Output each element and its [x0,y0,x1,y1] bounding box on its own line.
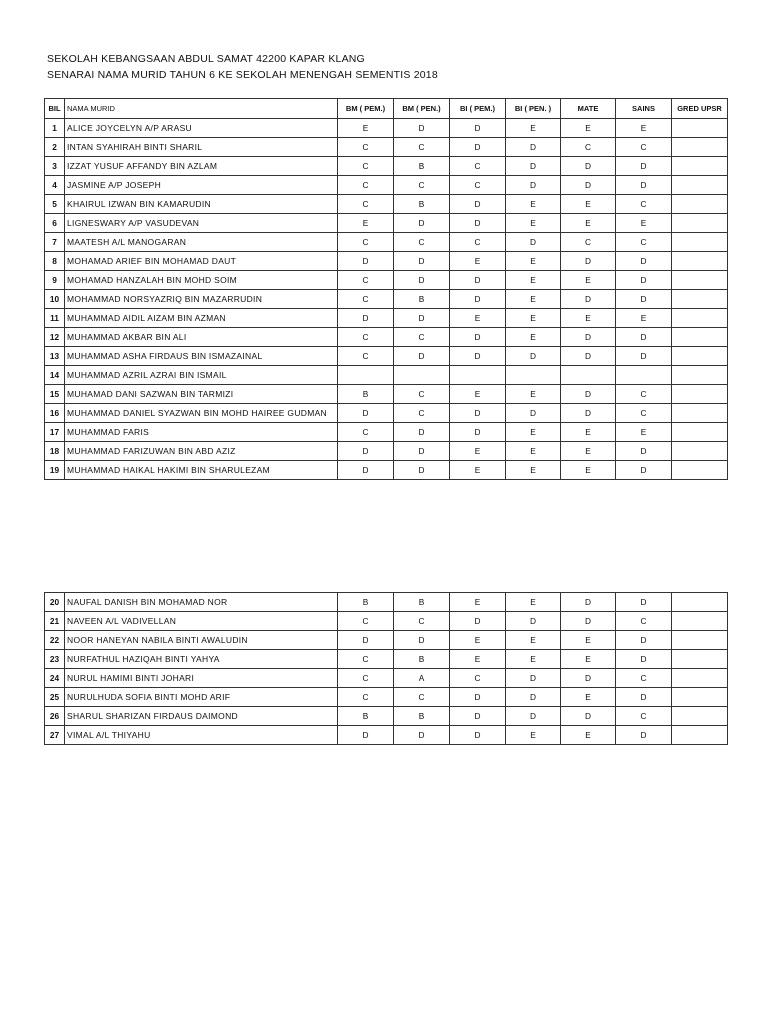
cell-nama-murid: MUHAMMAD AZRIL AZRAI BIN ISMAIL [65,366,338,385]
cell-mate: E [561,195,616,214]
cell-mate: D [561,404,616,423]
cell-bil: 9 [45,271,65,290]
cell-bi-pem: E [450,309,506,328]
cell-gred-upsr [672,195,728,214]
cell-nama-murid: NURFATHUL HAZIQAH BINTI YAHYA [65,650,338,669]
cell-bi-pen: E [506,119,561,138]
cell-bil: 26 [45,707,65,726]
cell-sains: D [616,290,672,309]
cell-bm-pen: D [394,423,450,442]
cell-gred-upsr [672,461,728,480]
cell-bil: 11 [45,309,65,328]
cell-bm-pen: C [394,328,450,347]
cell-bil: 5 [45,195,65,214]
cell-gred-upsr [672,138,728,157]
cell-bm-pen: D [394,309,450,328]
school-title: SEKOLAH KEBANGSAAN ABDUL SAMAT 42200 KAPAR KLANG [47,53,365,65]
cell-gred-upsr [672,404,728,423]
cell-bil: 10 [45,290,65,309]
cell-sains: C [616,669,672,688]
cell-nama-murid: MOHAMAD HANZALAH BIN MOHD SOIM [65,271,338,290]
cell-mate: D [561,707,616,726]
cell-gred-upsr [672,290,728,309]
cell-bil: 27 [45,726,65,745]
student-grade-table-part-1 [44,98,728,480]
cell-nama-murid: MUHAMMAD FARIS [65,423,338,442]
table-row [45,271,728,290]
cell-sains: C [616,707,672,726]
cell-bi-pem: E [450,385,506,404]
cell-sains: E [616,309,672,328]
cell-nama-murid: NAUFAL DANISH BIN MOHAMAD NOR [65,593,338,612]
cell-sains: C [616,612,672,631]
cell-bm-pem: C [338,423,394,442]
cell-gred-upsr [672,688,728,707]
table-row [45,157,728,176]
cell-bm-pem: C [338,271,394,290]
cell-bi-pen: D [506,404,561,423]
cell-sains: C [616,138,672,157]
cell-nama-murid: MUHAMMAD HAIKAL HAKIMI BIN SHARULEZAM [65,461,338,480]
cell-bm-pen: B [394,290,450,309]
cell-bil: 21 [45,612,65,631]
cell-nama-murid: MOHAMAD ARIEF BIN MOHAMAD DAUT [65,252,338,271]
cell-bm-pem: E [338,214,394,233]
cell-bi-pem: D [450,214,506,233]
cell-bm-pem: C [338,669,394,688]
cell-bi-pen: D [506,157,561,176]
column-header-bi-pen: BI ( PEN. ) [506,99,561,119]
table-row [45,233,728,252]
cell-bm-pem: D [338,309,394,328]
cell-sains: D [616,461,672,480]
cell-sains: D [616,631,672,650]
cell-bi-pem: E [450,461,506,480]
cell-nama-murid: MUHAMAD DANI SAZWAN BIN TARMIZI [65,385,338,404]
cell-bi-pem: E [450,650,506,669]
table-row [45,650,728,669]
cell-bi-pen: E [506,593,561,612]
cell-bi-pen: E [506,726,561,745]
cell-nama-murid: NOOR HANEYAN NABILA BINTI AWALUDIN [65,631,338,650]
cell-bil: 2 [45,138,65,157]
cell-bil: 19 [45,461,65,480]
table-row [45,631,728,650]
cell-bi-pem: D [450,423,506,442]
cell-bil: 1 [45,119,65,138]
cell-bm-pen: B [394,195,450,214]
cell-nama-murid: MUHAMMAD FARIZUWAN BIN ABD AZIZ [65,442,338,461]
cell-bi-pem: E [450,593,506,612]
cell-nama-murid: ALICE JOYCELYN A/P ARASU [65,119,338,138]
cell-mate: D [561,669,616,688]
cell-mate: E [561,271,616,290]
cell-bi-pem: E [450,631,506,650]
cell-bi-pem: C [450,157,506,176]
cell-bi-pen: E [506,195,561,214]
table-row [45,442,728,461]
cell-nama-murid: JASMINE A/P JOSEPH [65,176,338,195]
cell-gred-upsr [672,233,728,252]
cell-bm-pen: D [394,461,450,480]
table-row [45,138,728,157]
table-row [45,385,728,404]
cell-bm-pem: C [338,176,394,195]
cell-sains: D [616,271,672,290]
cell-gred-upsr [672,442,728,461]
column-header-gred-upsr: GRED UPSR [672,99,728,119]
cell-sains: D [616,157,672,176]
table-row [45,404,728,423]
cell-bi-pen: E [506,271,561,290]
table-row [45,176,728,195]
cell-mate: E [561,214,616,233]
cell-sains: D [616,442,672,461]
cell-bm-pem: C [338,290,394,309]
cell-bi-pem: D [450,707,506,726]
cell-mate: E [561,688,616,707]
table-row [45,707,728,726]
cell-mate: E [561,726,616,745]
cell-gred-upsr [672,309,728,328]
cell-mate: E [561,423,616,442]
cell-bm-pen: D [394,252,450,271]
cell-bi-pem: D [450,195,506,214]
cell-bil: 8 [45,252,65,271]
cell-sains: C [616,233,672,252]
cell-sains: C [616,385,672,404]
cell-mate: D [561,176,616,195]
cell-gred-upsr [672,347,728,366]
cell-bil: 22 [45,631,65,650]
cell-bm-pen: D [394,214,450,233]
cell-bil: 7 [45,233,65,252]
table-row [45,593,728,612]
cell-bm-pen: C [394,176,450,195]
cell-bi-pen: E [506,423,561,442]
cell-sains: D [616,650,672,669]
cell-nama-murid: KHAIRUL IZWAN BIN KAMARUDIN [65,195,338,214]
cell-bm-pem: B [338,593,394,612]
cell-nama-murid: NURUL HAMIMI BINTI JOHARI [65,669,338,688]
cell-sains: E [616,119,672,138]
table-row [45,669,728,688]
cell-sains: D [616,328,672,347]
cell-mate: D [561,157,616,176]
cell-bm-pem: D [338,461,394,480]
cell-bm-pen: B [394,650,450,669]
cell-sains: D [616,252,672,271]
cell-gred-upsr [672,593,728,612]
cell-gred-upsr [672,650,728,669]
cell-sains [616,366,672,385]
cell-sains: D [616,593,672,612]
cell-gred-upsr [672,385,728,404]
column-header-nama-murid: NAMA MURID [65,99,338,119]
cell-sains: C [616,404,672,423]
cell-bi-pen: E [506,309,561,328]
cell-bi-pem: D [450,119,506,138]
cell-gred-upsr [672,119,728,138]
cell-bm-pen: A [394,669,450,688]
cell-mate [561,366,616,385]
column-header-bm-pem: BM ( PEM.) [338,99,394,119]
cell-bm-pen: C [394,233,450,252]
cell-bm-pen: C [394,404,450,423]
cell-mate: D [561,385,616,404]
table-row [45,461,728,480]
cell-bil: 18 [45,442,65,461]
cell-bm-pen: D [394,271,450,290]
cell-sains: D [616,176,672,195]
cell-nama-murid: LIGNESWARY A/P VASUDEVAN [65,214,338,233]
cell-bm-pen: C [394,385,450,404]
cell-nama-murid: MUHAMMAD ASHA FIRDAUS BIN ISMAZAINAL [65,347,338,366]
cell-bm-pen: D [394,442,450,461]
table-row [45,195,728,214]
table-row [45,366,728,385]
cell-bi-pem: D [450,271,506,290]
cell-bi-pen: E [506,328,561,347]
table-body-part-1 [45,119,728,480]
cell-bi-pem: D [450,290,506,309]
column-header-sains: SAINS [616,99,672,119]
cell-bil: 25 [45,688,65,707]
cell-mate: D [561,347,616,366]
cell-bil: 24 [45,669,65,688]
cell-gred-upsr [672,631,728,650]
cell-nama-murid: INTAN SYAHIRAH BINTI SHARIL [65,138,338,157]
cell-bm-pem: C [338,138,394,157]
cell-mate: E [561,442,616,461]
cell-mate: D [561,328,616,347]
cell-bil: 17 [45,423,65,442]
cell-mate: C [561,138,616,157]
cell-bi-pen: D [506,176,561,195]
cell-bil: 14 [45,366,65,385]
cell-bm-pen: C [394,612,450,631]
table-body-part-2 [45,593,728,745]
cell-bil: 13 [45,347,65,366]
cell-sains: D [616,726,672,745]
cell-bi-pem: D [450,347,506,366]
cell-bi-pen: E [506,461,561,480]
cell-sains: E [616,214,672,233]
cell-bm-pen: B [394,157,450,176]
cell-bm-pen: B [394,593,450,612]
cell-bil: 16 [45,404,65,423]
cell-bm-pen: B [394,707,450,726]
cell-nama-murid: MAATESH A/L MANOGARAN [65,233,338,252]
cell-sains: D [616,688,672,707]
cell-nama-murid: NAVEEN A/L VADIVELLAN [65,612,338,631]
cell-bm-pem: C [338,233,394,252]
cell-nama-murid: VIMAL A/L THIYAHU [65,726,338,745]
list-title: SENARAI NAMA MURID TAHUN 6 KE SEKOLAH MENENGAH SEMENTIS 2018 [47,69,438,81]
cell-bm-pem: C [338,650,394,669]
cell-bi-pem: D [450,612,506,631]
cell-bil: 23 [45,650,65,669]
cell-bil: 15 [45,385,65,404]
cell-bil: 3 [45,157,65,176]
cell-mate: D [561,593,616,612]
cell-nama-murid: IZZAT YUSUF AFFANDY BIN AZLAM [65,157,338,176]
cell-bm-pem: D [338,252,394,271]
cell-mate: E [561,631,616,650]
cell-bm-pem: C [338,688,394,707]
cell-bi-pem: C [450,233,506,252]
cell-bm-pen [394,366,450,385]
cell-bi-pem: E [450,442,506,461]
cell-bi-pem: D [450,726,506,745]
cell-gred-upsr [672,328,728,347]
cell-bm-pen: D [394,347,450,366]
cell-bi-pen: E [506,290,561,309]
cell-bm-pem: D [338,442,394,461]
cell-sains: D [616,347,672,366]
cell-mate: D [561,252,616,271]
cell-bi-pen: D [506,688,561,707]
cell-bm-pen: D [394,726,450,745]
table-row [45,347,728,366]
cell-bm-pem: C [338,157,394,176]
cell-mate: D [561,290,616,309]
cell-sains: C [616,195,672,214]
cell-bi-pem: D [450,328,506,347]
cell-bm-pem: E [338,119,394,138]
table-row [45,309,728,328]
cell-bi-pem: D [450,688,506,707]
cell-nama-murid: MOHAMMAD NORSYAZRIQ BIN MAZARRUDIN [65,290,338,309]
table-row [45,119,728,138]
table-row [45,688,728,707]
table-row [45,612,728,631]
cell-bm-pem: D [338,404,394,423]
cell-bi-pen [506,366,561,385]
cell-bi-pem: C [450,176,506,195]
cell-nama-murid: MUHAMMAD AIDIL AIZAM BIN AZMAN [65,309,338,328]
cell-gred-upsr [672,366,728,385]
table-row [45,726,728,745]
cell-gred-upsr [672,612,728,631]
student-grade-table-part-2 [44,592,728,745]
cell-bm-pem: B [338,385,394,404]
cell-bi-pen: E [506,214,561,233]
cell-bm-pem: C [338,328,394,347]
column-header-bm-pen: BM ( PEN.) [394,99,450,119]
cell-bi-pen: E [506,650,561,669]
cell-gred-upsr [672,214,728,233]
cell-bm-pen: D [394,631,450,650]
cell-sains: E [616,423,672,442]
cell-bm-pem: D [338,631,394,650]
cell-nama-murid: NURULHUDA SOFIA BINTI MOHD ARIF [65,688,338,707]
cell-bm-pem: C [338,612,394,631]
cell-mate: E [561,650,616,669]
cell-gred-upsr [672,176,728,195]
table-row [45,328,728,347]
cell-bil: 4 [45,176,65,195]
cell-gred-upsr [672,271,728,290]
cell-bm-pen: C [394,138,450,157]
cell-bil: 6 [45,214,65,233]
cell-bi-pen: E [506,252,561,271]
cell-gred-upsr [672,669,728,688]
cell-nama-murid: MUHAMMAD DANIEL SYAZWAN BIN MOHD HAIREE GUDMAN [65,404,338,423]
cell-nama-murid: SHARUL SHARIZAN FIRDAUS DAIMOND [65,707,338,726]
cell-bm-pem: D [338,726,394,745]
cell-mate: C [561,233,616,252]
cell-bm-pem: B [338,707,394,726]
cell-bi-pem: C [450,669,506,688]
cell-bi-pen: D [506,138,561,157]
column-header-mate: MATE [561,99,616,119]
table-row [45,214,728,233]
table-row [45,290,728,309]
cell-bil: 20 [45,593,65,612]
cell-gred-upsr [672,252,728,271]
table-row [45,423,728,442]
cell-bm-pen: C [394,688,450,707]
cell-bm-pem: C [338,195,394,214]
cell-bi-pen: D [506,347,561,366]
cell-gred-upsr [672,707,728,726]
table-row [45,252,728,271]
cell-bi-pem: D [450,404,506,423]
table-header-row [45,99,728,119]
cell-bi-pen: E [506,385,561,404]
cell-mate: D [561,612,616,631]
cell-bi-pen: D [506,707,561,726]
cell-bi-pen: E [506,442,561,461]
cell-mate: E [561,119,616,138]
cell-bm-pem: C [338,347,394,366]
cell-bil: 12 [45,328,65,347]
cell-gred-upsr [672,726,728,745]
cell-bi-pen: D [506,669,561,688]
column-header-bi-pem: BI ( PEM.) [450,99,506,119]
cell-bi-pem [450,366,506,385]
cell-bi-pen: D [506,233,561,252]
cell-bi-pen: D [506,612,561,631]
cell-bi-pem: D [450,138,506,157]
cell-mate: E [561,461,616,480]
cell-bi-pen: E [506,631,561,650]
column-header-bil: BIL [45,99,65,119]
cell-bi-pem: E [450,252,506,271]
cell-bm-pem [338,366,394,385]
cell-gred-upsr [672,157,728,176]
cell-gred-upsr [672,423,728,442]
cell-nama-murid: MUHAMMAD AKBAR BIN ALI [65,328,338,347]
cell-bm-pen: D [394,119,450,138]
cell-mate: E [561,309,616,328]
